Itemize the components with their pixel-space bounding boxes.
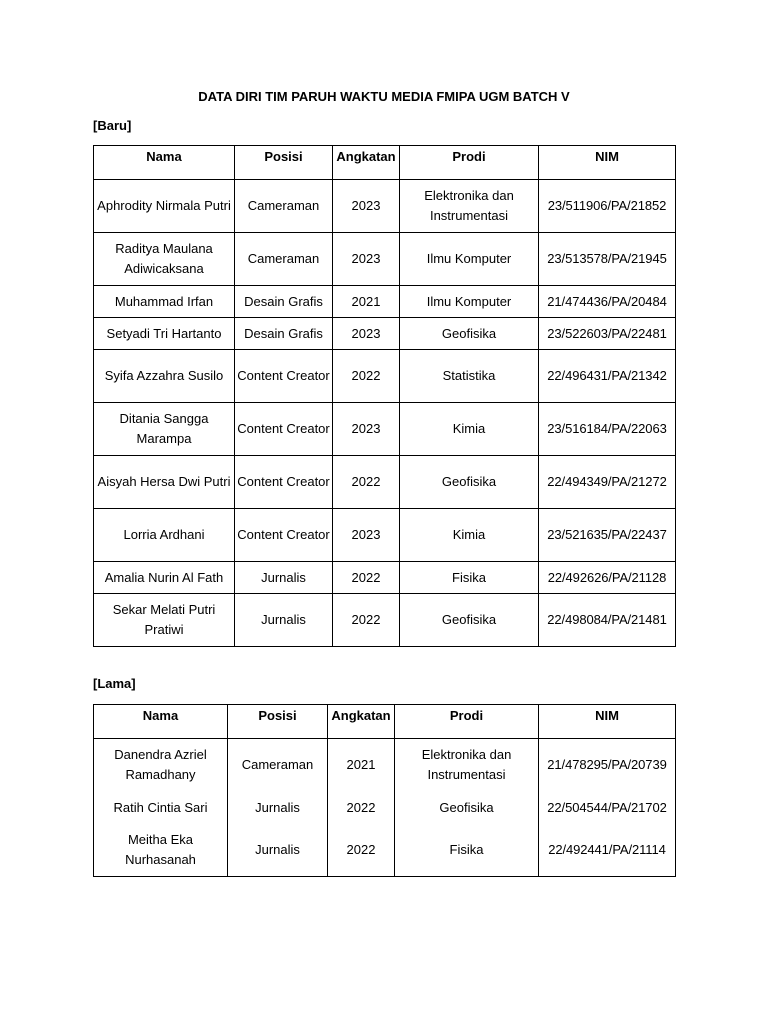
cell-prodi: Kimia xyxy=(400,509,539,562)
cell-nama: Raditya Maulana Adiwicaksana xyxy=(94,233,235,286)
table-lama xyxy=(93,704,676,877)
section-label-baru: [Baru] xyxy=(93,118,132,133)
cell-nama: Aphrodity Nirmala Putri xyxy=(94,180,235,233)
header-posisi: Posisi xyxy=(235,146,333,180)
cell-prodi: Fisika xyxy=(395,824,539,877)
header-angkatan: Angkatan xyxy=(333,146,400,180)
cell-nim: 22/494349/PA/21272 xyxy=(539,456,676,509)
table-row xyxy=(94,180,676,233)
cell-prodi: Elektronika dan Instrumentasi xyxy=(395,739,539,792)
cell-angkatan: 2023 xyxy=(333,180,400,233)
cell-prodi: Geofisika xyxy=(400,594,539,647)
cell-posisi: Content Creator xyxy=(235,403,333,456)
cell-nim: 22/498084/PA/21481 xyxy=(539,594,676,647)
cell-nim: 21/478295/PA/20739 xyxy=(539,739,676,792)
cell-angkatan: 2022 xyxy=(328,824,395,877)
cell-posisi: Content Creator xyxy=(235,509,333,562)
cell-angkatan: 2022 xyxy=(333,562,400,594)
cell-posisi: Jurnalis xyxy=(228,791,328,824)
table-row xyxy=(94,233,676,286)
cell-nama: Danendra Azriel Ramadhany xyxy=(94,739,228,792)
document-title: DATA DIRI TIM PARUH WAKTU MEDIA FMIPA UGM BATCH V xyxy=(198,89,570,104)
section-label-lama: [Lama] xyxy=(93,676,136,691)
table-row xyxy=(94,286,676,318)
cell-prodi: Geofisika xyxy=(400,456,539,509)
table-row xyxy=(94,824,676,877)
cell-angkatan: 2021 xyxy=(328,739,395,792)
cell-prodi: Ilmu Komputer xyxy=(400,286,539,318)
cell-nama: Syifa Azzahra Susilo xyxy=(94,350,235,403)
cell-nama: Lorria Ardhani xyxy=(94,509,235,562)
cell-posisi: Jurnalis xyxy=(228,824,328,877)
cell-posisi: Cameraman xyxy=(235,180,333,233)
cell-angkatan: 2022 xyxy=(333,594,400,647)
table-row xyxy=(94,791,676,824)
header-nama: Nama xyxy=(94,705,228,739)
header-posisi: Posisi xyxy=(228,705,328,739)
table-row xyxy=(94,594,676,647)
cell-angkatan: 2023 xyxy=(333,509,400,562)
cell-posisi: Desain Grafis xyxy=(235,318,333,350)
cell-posisi: Content Creator xyxy=(235,350,333,403)
cell-nim: 22/504544/PA/21702 xyxy=(539,791,676,824)
cell-posisi: Cameraman xyxy=(235,233,333,286)
cell-posisi: Content Creator xyxy=(235,456,333,509)
cell-nim: 22/496431/PA/21342 xyxy=(539,350,676,403)
cell-posisi: Cameraman xyxy=(228,739,328,792)
cell-nama: Aisyah Hersa Dwi Putri xyxy=(94,456,235,509)
header-prodi: Prodi xyxy=(395,705,539,739)
cell-nama: Meitha Eka Nurhasanah xyxy=(94,824,228,877)
cell-prodi: Geofisika xyxy=(395,791,539,824)
cell-prodi: Kimia xyxy=(400,403,539,456)
cell-prodi: Ilmu Komputer xyxy=(400,233,539,286)
cell-nama: Sekar Melati Putri Pratiwi xyxy=(94,594,235,647)
table-row xyxy=(94,350,676,403)
cell-angkatan: 2021 xyxy=(333,286,400,318)
cell-posisi: Jurnalis xyxy=(235,594,333,647)
table-row xyxy=(94,509,676,562)
cell-angkatan: 2022 xyxy=(328,791,395,824)
cell-angkatan: 2023 xyxy=(333,233,400,286)
cell-nim: 22/492441/PA/21114 xyxy=(539,824,676,877)
cell-prodi: Fisika xyxy=(400,562,539,594)
header-nim: NIM xyxy=(539,705,676,739)
cell-angkatan: 2022 xyxy=(333,456,400,509)
cell-nim: 22/492626/PA/21128 xyxy=(539,562,676,594)
table-header-row xyxy=(94,705,676,739)
table-row xyxy=(94,739,676,792)
cell-nama: Muhammad Irfan xyxy=(94,286,235,318)
cell-posisi: Desain Grafis xyxy=(235,286,333,318)
cell-prodi: Elektronika dan Instrumentasi xyxy=(400,180,539,233)
table-row xyxy=(94,562,676,594)
cell-nim: 23/521635/PA/22437 xyxy=(539,509,676,562)
cell-nama: Ratih Cintia Sari xyxy=(94,791,228,824)
table-baru xyxy=(93,145,676,647)
table-row xyxy=(94,456,676,509)
table-header-row xyxy=(94,146,676,180)
cell-nim: 23/511906/PA/21852 xyxy=(539,180,676,233)
cell-prodi: Geofisika xyxy=(400,318,539,350)
cell-nim: 23/522603/PA/22481 xyxy=(539,318,676,350)
cell-posisi: Jurnalis xyxy=(235,562,333,594)
header-nama: Nama xyxy=(94,146,235,180)
header-nim: NIM xyxy=(539,146,676,180)
cell-nim: 21/474436/PA/20484 xyxy=(539,286,676,318)
cell-angkatan: 2022 xyxy=(333,350,400,403)
cell-angkatan: 2023 xyxy=(333,403,400,456)
cell-angkatan: 2023 xyxy=(333,318,400,350)
header-angkatan: Angkatan xyxy=(328,705,395,739)
cell-nim: 23/513578/PA/21945 xyxy=(539,233,676,286)
cell-prodi: Statistika xyxy=(400,350,539,403)
cell-nama: Ditania Sangga Marampa xyxy=(94,403,235,456)
cell-nama: Amalia Nurin Al Fath xyxy=(94,562,235,594)
cell-nim: 23/516184/PA/22063 xyxy=(539,403,676,456)
header-prodi: Prodi xyxy=(400,146,539,180)
table-row xyxy=(94,318,676,350)
cell-nama: Setyadi Tri Hartanto xyxy=(94,318,235,350)
table-row xyxy=(94,403,676,456)
